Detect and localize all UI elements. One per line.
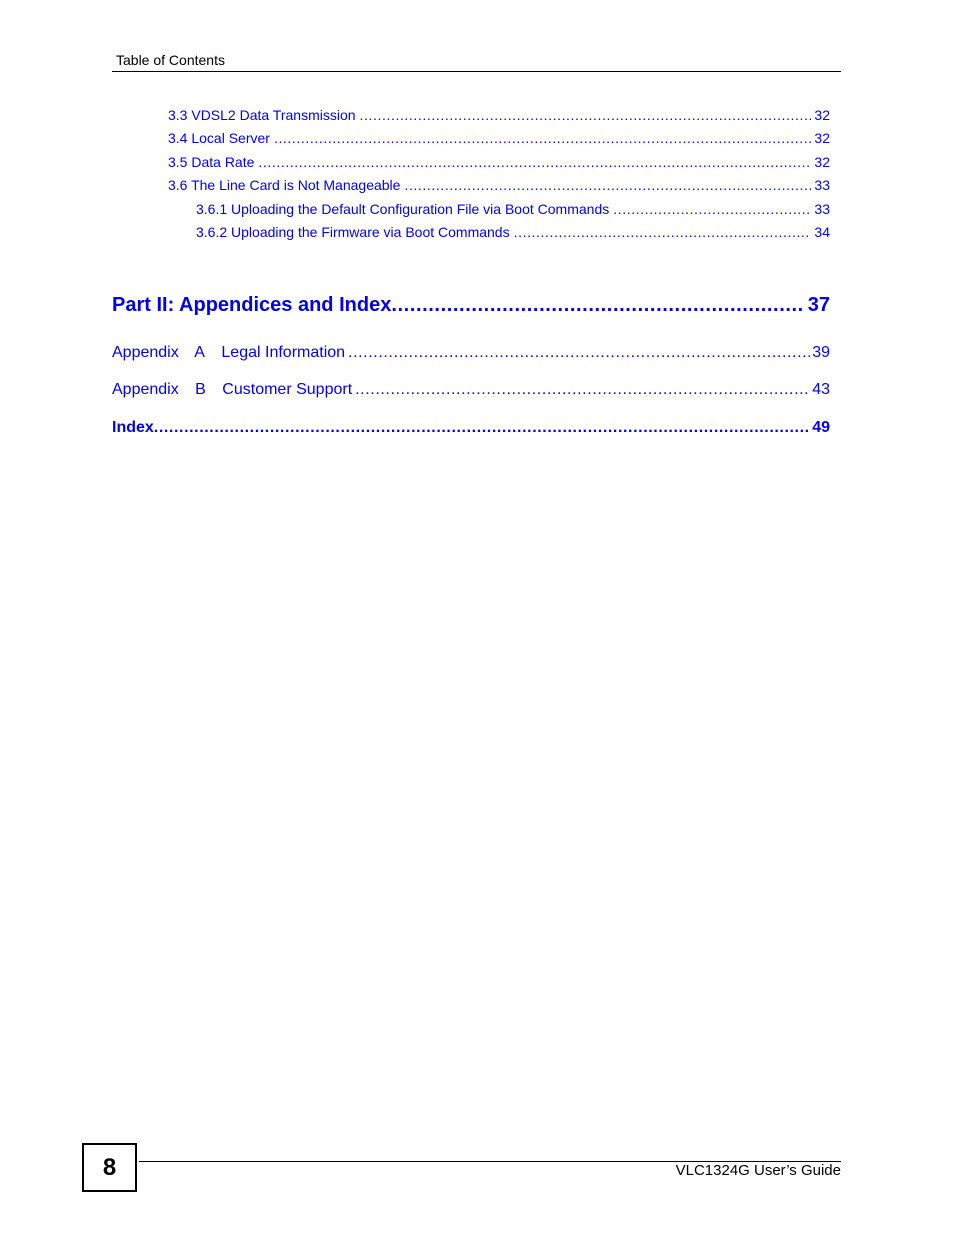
toc-appendix-title — [112, 381, 352, 399]
toc-leader-dots — [613, 201, 811, 217]
toc-entry-title: 3.4 Local Server — [168, 130, 270, 146]
toc-entry-title: 3.6.1 Uploading the Default Configuration File via Boot Commands — [196, 201, 610, 217]
toc-index-title: Index — [112, 419, 154, 436]
toc-entry-page: 33 — [814, 201, 830, 217]
toc-entry-page: 43 — [812, 381, 830, 398]
toc-entry-3-5[interactable] — [168, 154, 830, 170]
toc-entry-page: 34 — [814, 224, 830, 240]
running-header: Table of Contents — [116, 52, 225, 68]
toc-appendix-b[interactable] — [112, 381, 830, 399]
appendix-letter: B — [195, 381, 206, 398]
guide-title: VLC1324G User’s Guide — [675, 1162, 841, 1179]
toc-entry-page: 33 — [814, 177, 830, 193]
page-number-box — [82, 1143, 137, 1192]
toc-entry-title: 3.3 VDSL2 Data Transmission — [168, 107, 356, 123]
appendix-name: Customer Support — [222, 381, 353, 398]
toc-leader-dots — [391, 294, 801, 317]
toc-index-page: 49 — [812, 419, 830, 436]
page-number: 8 — [102, 1153, 117, 1181]
toc-index[interactable] — [112, 419, 830, 437]
appendix-label: Appendix — [112, 381, 179, 398]
toc-entry-3-6-2[interactable] — [196, 224, 830, 240]
toc-entry-title: 3.6 The Line Card is Not Manageable — [168, 177, 401, 193]
toc-leader-dots — [154, 419, 810, 437]
appendix-letter: A — [194, 344, 205, 361]
toc-entry-title: 3.5 Data Rate — [168, 154, 255, 170]
toc-entry-3-4[interactable] — [168, 130, 830, 146]
toc-entry-page: 32 — [814, 107, 830, 123]
toc-leader-dots — [360, 107, 812, 123]
appendix-label: Appendix — [112, 344, 179, 361]
toc-entry-3-3[interactable] — [168, 107, 830, 123]
toc-leader-dots — [514, 224, 812, 240]
toc-leader-dots — [348, 344, 810, 362]
toc-entry-title: 3.6.2 Uploading the Firmware via Boot Commands — [196, 224, 510, 240]
toc-appendix-a[interactable] — [112, 344, 830, 362]
header-rule — [112, 71, 841, 72]
toc-entry-page: 39 — [812, 344, 830, 361]
toc-appendix-title — [112, 344, 345, 362]
toc-entry-page: 32 — [814, 154, 830, 170]
toc-entry-3-6-1[interactable] — [196, 201, 830, 217]
toc-part-page: 37 — [807, 294, 830, 316]
toc-entry-page: 32 — [814, 130, 830, 146]
toc-entry-3-6[interactable] — [168, 177, 830, 193]
toc-leader-dots — [274, 130, 811, 146]
toc-part-title: Part II: Appendices and Index — [112, 294, 392, 316]
toc-leader-dots — [404, 177, 811, 193]
toc-leader-dots — [355, 381, 810, 399]
toc-part-heading[interactable] — [112, 294, 830, 317]
appendix-name: Legal Information — [221, 344, 346, 361]
toc-leader-dots — [258, 154, 811, 170]
